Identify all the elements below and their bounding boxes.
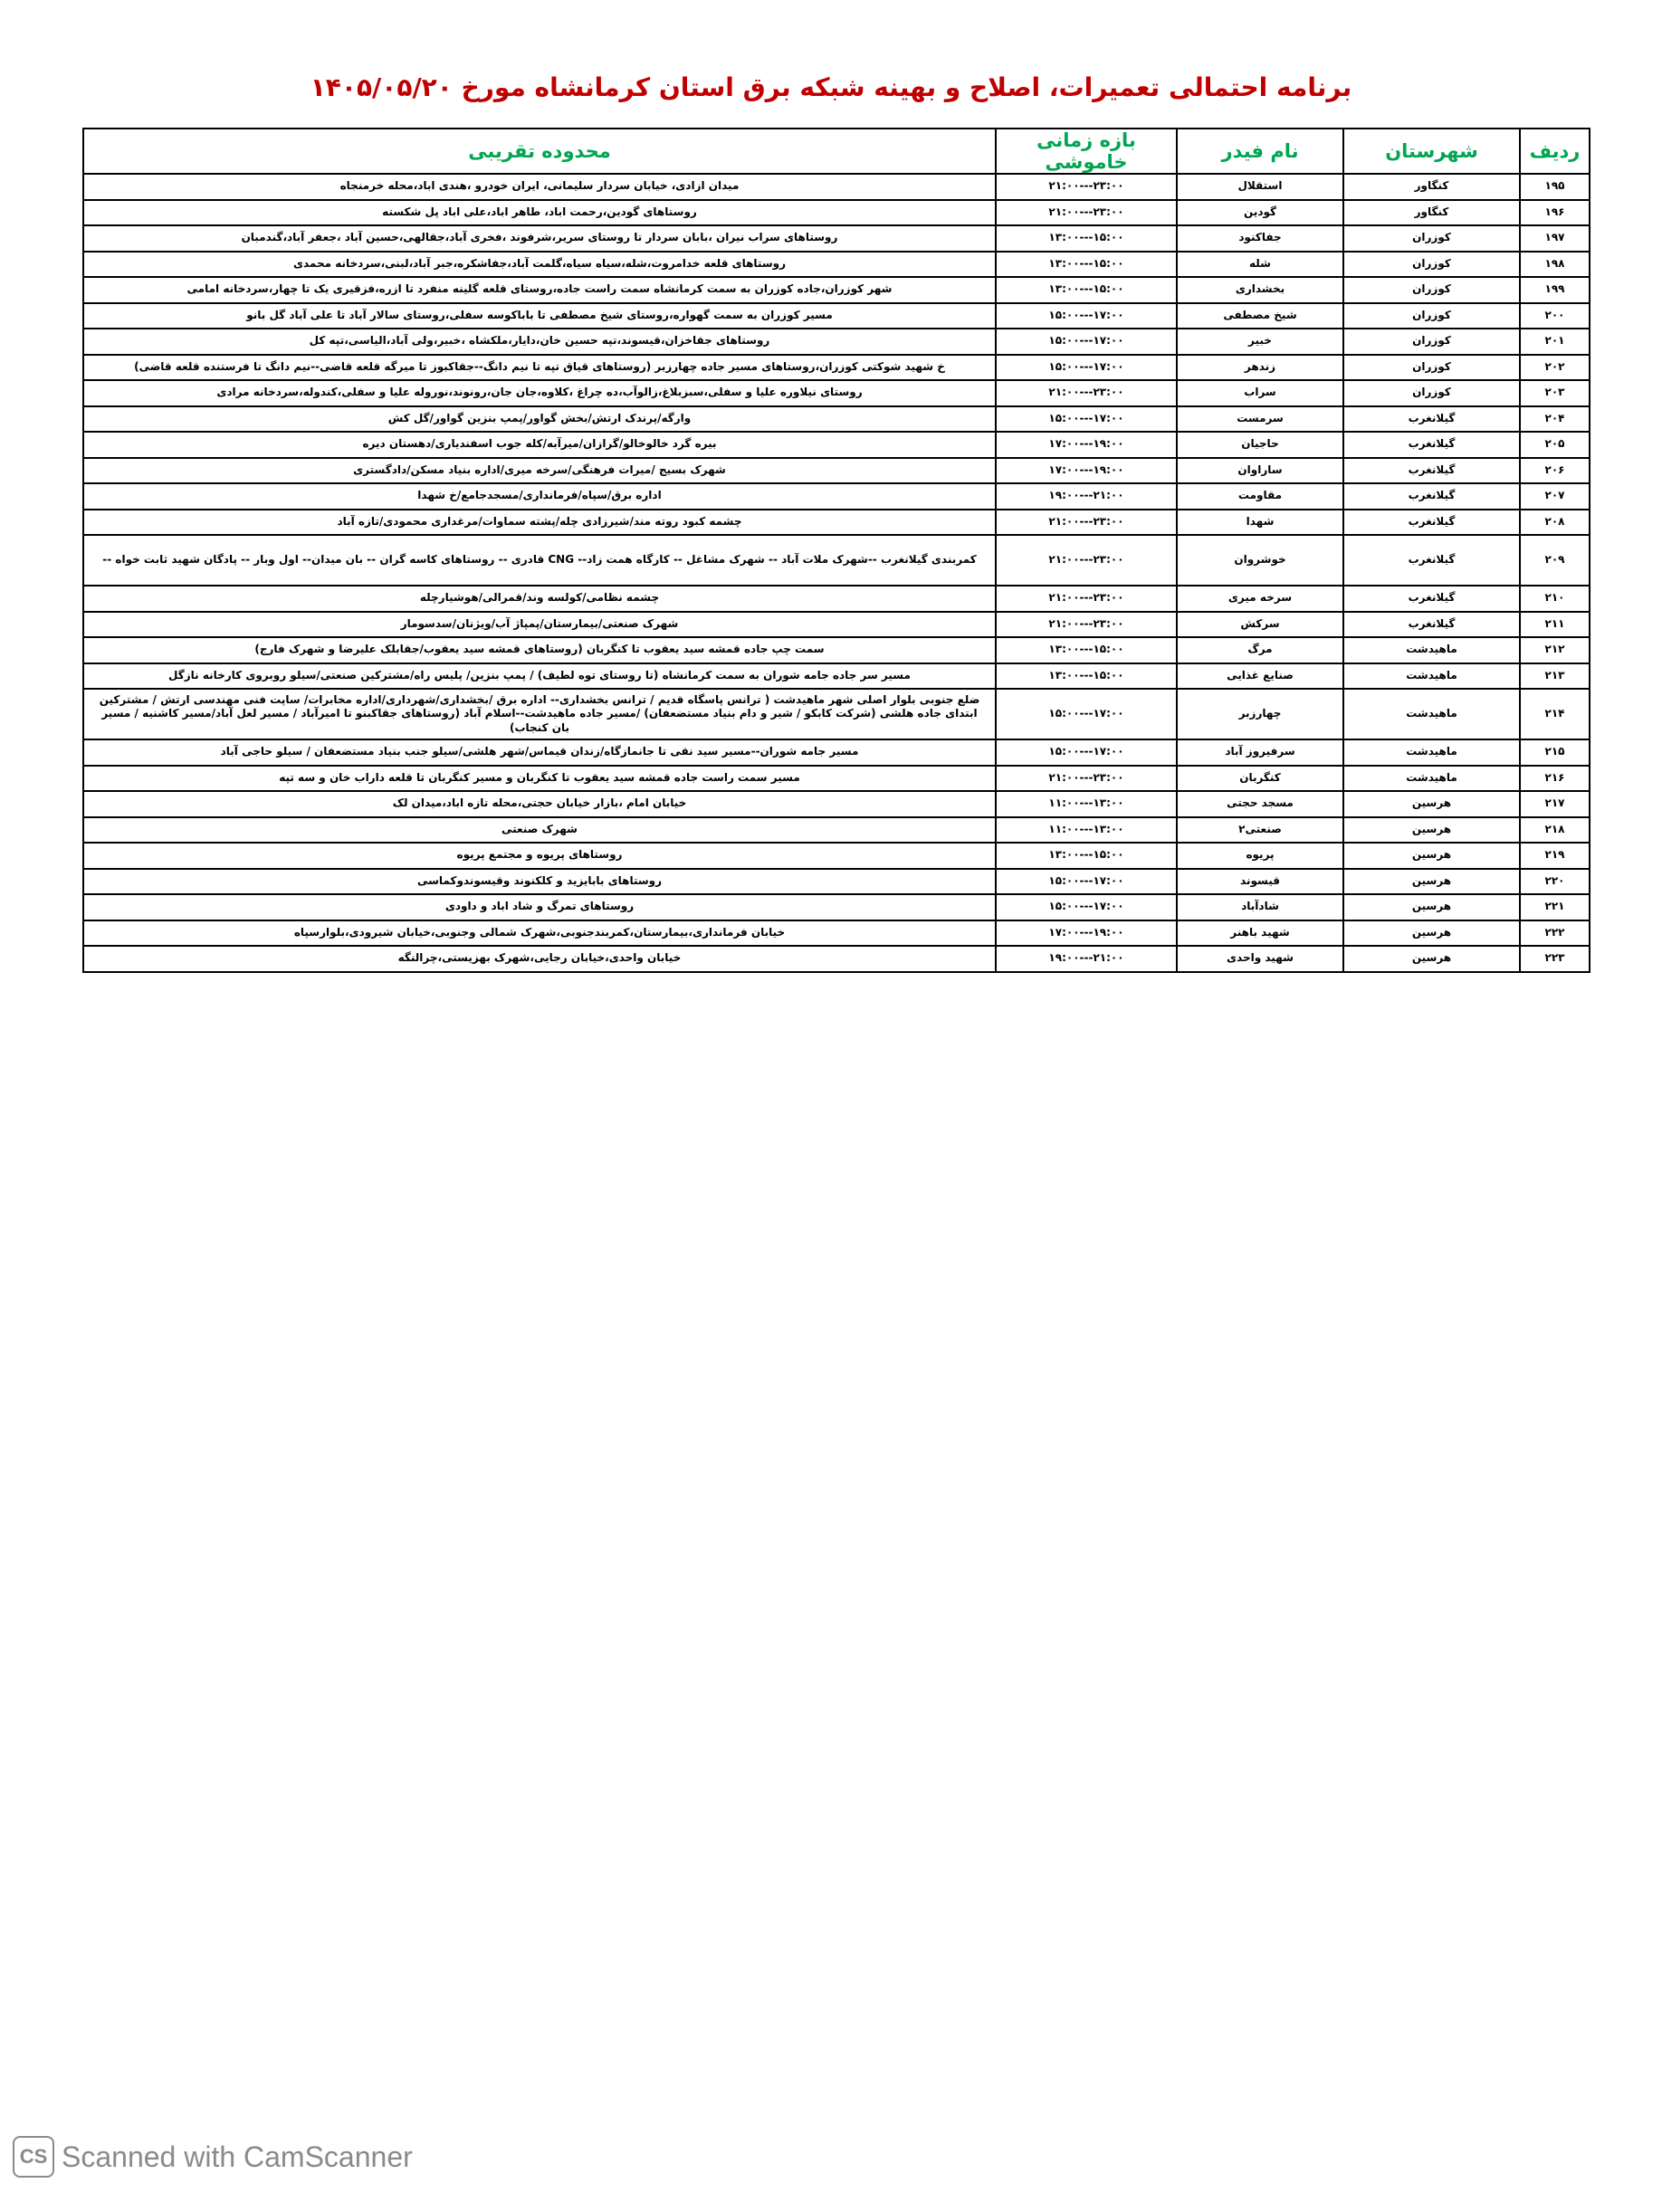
city-cell: کوزران [1343,329,1520,355]
outage-time-cell [996,225,1177,252]
row-number-cell: ۲۱۳ [1520,663,1590,690]
area-cell: چشمه کبود روته مند/شیرزادی چله/پشته سماوات/مرغداری محمودی/تازه آباد [83,510,996,536]
city-cell: ماهیدشت [1343,766,1520,792]
outage-time-text: ۲۱:۰۰---۲۳:۰۰ [1048,386,1124,399]
area-cell: مسیر سر جاده جامه شوران به سمت کرمانشاه (تا روستای توه لطیف) / پمپ بنزین/ پلیس راه/مشترکین صنعتی/سیلو روبروی کارخانه نازگل [83,663,996,690]
table-row [83,766,1590,792]
outage-time-cell [996,739,1177,766]
outage-time-cell [996,612,1177,638]
table-row [83,277,1590,303]
row-number-cell: ۲۰۹ [1520,535,1590,586]
outage-time-cell [996,303,1177,329]
outage-time-cell [996,355,1177,381]
outage-time-text: ۱۳:۰۰---۱۵:۰۰ [1048,643,1124,656]
table-row [83,920,1590,947]
city-cell: گیلانغرب [1343,432,1520,458]
outage-time-text: ۱۵:۰۰---۱۷:۰۰ [1048,900,1124,913]
feeder-cell: قیسوند [1177,869,1343,895]
table-header-row [83,129,1590,174]
outage-time-cell [996,432,1177,458]
table-row [83,200,1590,226]
city-cell: کنگاور [1343,174,1520,200]
row-number-cell: ۲۰۴ [1520,406,1590,433]
area-cell: چشمه نظامی/کولسه وند/قمرالی/هوشیارچله [83,586,996,612]
area-cell: خیابان فرمانداری،بیمارستان،کمربندجنوبی،شهرک شمالی وجنوبی،خیابان شیرودی،بلوارسپاه [83,920,996,947]
feeder-cell: مقاومت [1177,483,1343,510]
feeder-cell: بخشداری [1177,277,1343,303]
area-cell: خیابان واحدی،خیابان رجایی،شهرک بهزیستی،چرالنگه [83,946,996,972]
outage-time-cell [996,483,1177,510]
outage-time-cell [996,766,1177,792]
city-cell: کوزران [1343,225,1520,252]
city-cell: ماهیدشت [1343,637,1520,663]
outage-time-cell [996,200,1177,226]
outage-time-text: ۱۳:۰۰---۱۵:۰۰ [1048,231,1124,244]
city-cell: ماهیدشت [1343,689,1520,739]
outage-time-text: ۱۷:۰۰---۱۹:۰۰ [1048,437,1124,451]
outage-time-cell [996,663,1177,690]
outage-time-cell [996,458,1177,484]
table-row [83,252,1590,278]
feeder-cell: مرگ [1177,637,1343,663]
outage-time-text: ۲۱:۰۰---۲۳:۰۰ [1048,205,1124,218]
page-title: برنامه احتمالی تعمیرات، اصلاح و بهینه شبکه برق استان کرمانشاه مورخ ۱۴۰۵/۰۵/۲۰ [310,72,1352,102]
table-row [83,739,1590,766]
area-cell: کمربندی گیلانغرب --شهرک ملات آباد -- شهرک مشاغل -- کارگاه همت زاد-- CNG قادری -- روستاهای کاسه گران -- بان میدان-- اول وبار -- پادگان شهید ثابت خواه -- [83,535,996,586]
outage-time-text: ۱۹:۰۰---۲۱:۰۰ [1048,951,1124,965]
feeder-cell: سرمست [1177,406,1343,433]
city-cell: کنگاور [1343,200,1520,226]
feeder-cell: گودین [1177,200,1343,226]
outage-time-text: ۱۹:۰۰---۲۱:۰۰ [1048,489,1124,502]
table-row [83,329,1590,355]
outage-time-cell [996,174,1177,200]
table-row [83,612,1590,638]
outage-time-cell [996,637,1177,663]
area-cell: روستاهای پریوه و مجتمع پریوه [83,843,996,869]
table-body [83,174,1590,972]
outage-table [82,128,1590,973]
city-cell: گیلانغرب [1343,510,1520,536]
area-cell: اداره برق/سپاه/فرمانداری/مسجدجامع/خ شهدا [83,483,996,510]
area-cell: خیابان امام ،بازار خیابان حجتی،محله تازه اباد،میدان لک [83,791,996,817]
outage-time-text: ۱۱:۰۰---۱۳:۰۰ [1048,796,1124,810]
area-cell: شهرک صنعتی/بیمارستان/پمپاژ آب/ویژنان/سدسومار [83,612,996,638]
feeder-cell: استقلال [1177,174,1343,200]
area-cell: شهرک صنعتی [83,817,996,844]
outage-time-text: ۱۷:۰۰---۱۹:۰۰ [1048,925,1124,939]
feeder-cell: سرکش [1177,612,1343,638]
feeder-cell: سرخه میری [1177,586,1343,612]
city-cell: گیلانغرب [1343,406,1520,433]
city-cell: گیلانغرب [1343,535,1520,586]
outage-time-cell [996,277,1177,303]
row-number-cell: ۲۱۱ [1520,612,1590,638]
feeder-cell: زندهر [1177,355,1343,381]
city-cell: هرسین [1343,817,1520,844]
feeder-cell: مسجد حجتی [1177,791,1343,817]
city-cell: کوزران [1343,277,1520,303]
table-row [83,869,1590,895]
outage-time-text: ۱۵:۰۰---۱۷:۰۰ [1048,873,1124,887]
outage-time-text: ۱۵:۰۰---۱۷:۰۰ [1048,411,1124,424]
outage-time-text: ۲۱:۰۰---۲۳:۰۰ [1048,616,1124,630]
area-cell: مسیر سمت راست جاده قمشه سید یعقوب تا کنگربان و مسیر کنگربان تا قلعه داراب خان و سه تپه [83,766,996,792]
area-cell: روستاهای قلعه خدامروت،شله،سیاه سیاه،گلمت آباد،جفاشکره،جبر آباد،لبنی،سردخانه محمدی [83,252,996,278]
header-city: شهرستان [1343,129,1520,174]
header-area: محدوده تقریبی [83,129,996,174]
feeder-cell: شهید واحدی [1177,946,1343,972]
camscanner-logo-icon: CS [13,2136,54,2178]
outage-time-text: ۲۱:۰۰---۲۳:۰۰ [1048,553,1124,567]
city-cell: کوزران [1343,303,1520,329]
outage-time-cell [996,510,1177,536]
row-number-cell: ۲۱۵ [1520,739,1590,766]
area-cell: ضلع جنوبی بلوار اصلی شهر ماهیدشت ( ترانس پاسگاه قدیم / ترانس بخشداری-- اداره برق /بخشداری/شهرداری/اداره مخابرات/ ساپت فنی مهندسی ارتش / مشترکین ابتدای جاده هلشی (شرکت کابکو / شیر و دام بنیاد مستضعفان) /مسیر جاده ماهیدشت--اسلام آباد (روستاهای جقاکبنو تا امیرآباد / مسیر لعل آباد/مسیر کاشنیه / مسیر بان کنجاب) [83,689,996,739]
row-number-cell: ۲۰۶ [1520,458,1590,484]
feeder-cell: شهید باهنر [1177,920,1343,947]
city-cell: کوزران [1343,380,1520,406]
feeder-cell: حاجیان [1177,432,1343,458]
row-number-cell: ۲۰۱ [1520,329,1590,355]
feeder-cell: ساراوان [1177,458,1343,484]
city-cell: هرسین [1343,791,1520,817]
area-cell: بیره گرد خالوخالو/گرازان/میرآبه/کله جوب اسفندیاری/دهستان دیره [83,432,996,458]
area-cell: روستای نیلاوره علیا و سفلی،سبزبلاغ،زالوآب،ده چراغ ،کلاوه،جان جان،رونوند،نوروله علیا و سفلی،کندوله،سردخانه مرادی [83,380,996,406]
row-number-cell: ۲۱۷ [1520,791,1590,817]
feeder-cell: شله [1177,252,1343,278]
feeder-cell: پریوه [1177,843,1343,869]
area-cell: سمت چپ جاده قمشه سید یعقوب تا کنگربان (روستاهای قمشه سید یعقوب/جقابلک علیرضا و شهرک فارج) [83,637,996,663]
outage-time-cell [996,920,1177,947]
city-cell: هرسین [1343,920,1520,947]
table-row [83,894,1590,920]
row-number-cell: ۲۲۰ [1520,869,1590,895]
outage-time-cell [996,586,1177,612]
outage-time-text: ۱۵:۰۰---۱۷:۰۰ [1048,334,1124,348]
outage-time-text: ۱۵:۰۰---۱۷:۰۰ [1048,707,1124,720]
table-row [83,406,1590,433]
table-row [83,458,1590,484]
area-cell: شهرک بسیج /میرات فرهنگی/سرخه میری/اداره بنیاد مسکن/دادگستری [83,458,996,484]
table-row [83,817,1590,844]
outage-time-text: ۱۵:۰۰---۱۷:۰۰ [1048,308,1124,321]
area-cell: مسیر کوزران به سمت گهواره،روستای شیخ مصطفی تا باباکوسه سفلی،روستای سالار آباد تا علی آباد گل بانو [83,303,996,329]
outage-time-cell [996,894,1177,920]
table-row [83,689,1590,739]
outage-time-text: ۱۳:۰۰---۱۵:۰۰ [1048,282,1124,296]
row-number-cell: ۱۹۵ [1520,174,1590,200]
table-row [83,586,1590,612]
outage-time-cell [996,329,1177,355]
table-row [83,355,1590,381]
outage-time-text: ۱۷:۰۰---۱۹:۰۰ [1048,462,1124,476]
outage-time-text: ۱۵:۰۰---۱۷:۰۰ [1048,745,1124,758]
city-cell: گیلانغرب [1343,612,1520,638]
table-row [83,432,1590,458]
area-cell: روستاهای جقاخزان،قیسوند،تپه حسین خان،دایار،ملکشاه ،خبیر،ولی آباد،الیاسی،تپه کل [83,329,996,355]
row-number-cell: ۲۲۱ [1520,894,1590,920]
row-number-cell: ۲۰۲ [1520,355,1590,381]
area-cell: میدان ازادی، خیابان سردار سلیمانی، ایران خودرو ،هندی اباد،محله خرمنجاه [83,174,996,200]
city-cell: هرسین [1343,946,1520,972]
feeder-cell: شادآباد [1177,894,1343,920]
area-cell: شهر کوزران،جاده کوزران به سمت کرمانشاه سمت راست جاده،روستای قلعه گلینه منفرد تا ازره،فزقیری یک تا چهار،سردخانه امامی [83,277,996,303]
outage-time-text: ۲۱:۰۰---۲۳:۰۰ [1048,591,1124,605]
outage-time-cell [996,380,1177,406]
area-cell: روستاهای بابایزید و کلکنوند وقیسوندوکماسی [83,869,996,895]
outage-time-text: ۱۳:۰۰---۱۵:۰۰ [1048,256,1124,270]
feeder-cell: چهارزبر [1177,689,1343,739]
table-row [83,637,1590,663]
city-cell: گیلانغرب [1343,458,1520,484]
city-cell: کوزران [1343,252,1520,278]
outage-time-cell [996,406,1177,433]
feeder-cell: جفاکنود [1177,225,1343,252]
outage-time-cell [996,791,1177,817]
row-number-cell: ۲۲۲ [1520,920,1590,947]
feeder-cell: صنایع غذایی [1177,663,1343,690]
watermark-text: Scanned with CamScanner [62,2140,413,2173]
outage-time-text: ۱۱:۰۰---۱۳:۰۰ [1048,822,1124,835]
row-number-cell: ۲۰۰ [1520,303,1590,329]
row-number-cell: ۱۹۹ [1520,277,1590,303]
feeder-cell: خبیر [1177,329,1343,355]
row-number-cell: ۱۹۶ [1520,200,1590,226]
city-cell: هرسین [1343,843,1520,869]
area-cell: روستاهای تمرگ و شاد اباد و داودی [83,894,996,920]
city-cell: ماهیدشت [1343,663,1520,690]
header-feeder: نام فیدر [1177,129,1343,174]
row-number-cell: ۲۱۲ [1520,637,1590,663]
area-cell: مسیر جامه شوران--مسیر سید نقی تا جانمازگاه/زندان قیماس/شهر هلشی/سیلو جنب بنیاد مستضعفان / سیلو حاجی آباد [83,739,996,766]
feeder-cell: سراب [1177,380,1343,406]
row-number-cell: ۲۱۹ [1520,843,1590,869]
area-cell: روستاهای گودین،رحمت اباد، طاهر اباد،علی اباد پل شکسته [83,200,996,226]
camscanner-watermark [13,2136,413,2178]
outage-time-cell [996,535,1177,586]
table-row [83,303,1590,329]
city-cell: کوزران [1343,355,1520,381]
outage-time-text: ۲۱:۰۰---۲۳:۰۰ [1048,179,1124,193]
outage-time-cell [996,843,1177,869]
table-row [83,946,1590,972]
table-row [83,791,1590,817]
row-number-cell: ۲۰۷ [1520,483,1590,510]
outage-time-cell [996,946,1177,972]
area-cell: وارگه/پرندک ارتش/بخش گواور/پمپ بنزین گواور/گل کش [83,406,996,433]
table-row [83,483,1590,510]
row-number-cell: ۲۱۰ [1520,586,1590,612]
outage-time-text: ۲۱:۰۰---۲۳:۰۰ [1048,770,1124,784]
outage-time-text: ۲۱:۰۰---۲۳:۰۰ [1048,514,1124,528]
feeder-cell: شیخ مصطفی [1177,303,1343,329]
row-number-cell: ۲۱۶ [1520,766,1590,792]
feeder-cell: خوشروان [1177,535,1343,586]
row-number-cell: ۱۹۸ [1520,252,1590,278]
row-number-cell: ۲۰۳ [1520,380,1590,406]
row-number-cell: ۲۰۵ [1520,432,1590,458]
city-cell: هرسین [1343,869,1520,895]
feeder-cell: کنگربان [1177,766,1343,792]
table-row [83,225,1590,252]
header-row-number: ردیف [1520,129,1590,174]
outage-time-text: ۱۳:۰۰---۱۵:۰۰ [1048,668,1124,682]
outage-time-cell [996,817,1177,844]
area-cell: روستاهای سراب نیران ،بابان سردار تا روستای سریر،شرفوند ،فخری آباد،جقالهی،حسین آباد ،جعفر آباد،گندمبان [83,225,996,252]
row-number-cell: ۲۱۸ [1520,817,1590,844]
outage-time-cell [996,252,1177,278]
table-row [83,663,1590,690]
city-cell: گیلانغرب [1343,586,1520,612]
feeder-cell: شهدا [1177,510,1343,536]
row-number-cell: ۲۱۴ [1520,689,1590,739]
table-row [83,843,1590,869]
row-number-cell: ۲۰۸ [1520,510,1590,536]
outage-time-text: ۱۵:۰۰---۱۷:۰۰ [1048,359,1124,373]
table-row [83,174,1590,200]
table-row [83,510,1590,536]
city-cell: هرسین [1343,894,1520,920]
table-row [83,380,1590,406]
outage-time-text: ۱۳:۰۰---۱۵:۰۰ [1048,848,1124,862]
feeder-cell: صنعتی۲ [1177,817,1343,844]
row-number-cell: ۲۲۳ [1520,946,1590,972]
outage-time-cell [996,869,1177,895]
row-number-cell: ۱۹۷ [1520,225,1590,252]
header-outage-time: بازه زمانی خاموشی [996,129,1177,174]
area-cell: خ شهید شوکتی کوزران،روستاهای مسیر جاده چهارزبر (روستاهای قیاق تپه تا نیم دانگ--جقاکبوز تا میرگه قلعه قاضی--نیم دانگ تا فرستنده قلعه قاضی) [83,355,996,381]
outage-time-cell [996,689,1177,739]
feeder-cell: سرفیروز آباد [1177,739,1343,766]
city-cell: ماهیدشت [1343,739,1520,766]
city-cell: گیلانغرب [1343,483,1520,510]
table-row [83,535,1590,586]
